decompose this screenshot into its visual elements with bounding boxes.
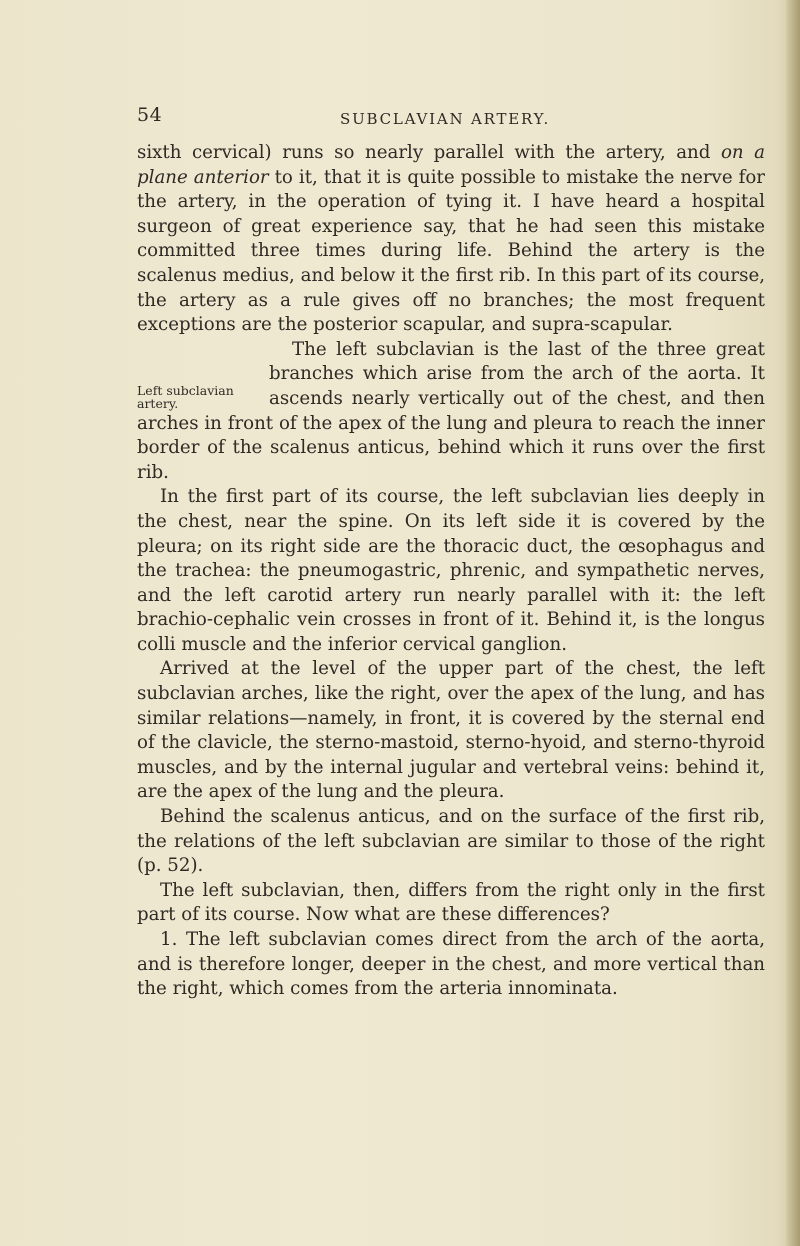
paragraph: [137, 485, 765, 657]
text-run: The left subclavian is the last of the three great branches which arise from the arch of the aorta. It ascends nearly vertically out of the chest, and then arches in front of the apex of the lung and pleura to reach the inner border of the scalenus anticus, behind which it runs over the first rib.: [137, 338, 765, 483]
page-edge: [786, 0, 800, 1246]
text-run: Arrived at the level of the upper part of the chest, the left subclavian arches, like the right, over the apex of the lung, and has similar relations—namely, in front, it is covered by the sternal end of the clavicle, the sterno-mastoid, sterno-hyoid, and sterno-thyroid muscles, and by the internal jugular and vertebral veins: behind it, are the apex of the lung and the pleura.: [137, 658, 765, 803]
text-run: 1. The left subclavian comes direct from the arch of the aorta, and is therefore longer, deeper in the chest, and more vertical than the right, which comes from the arteria innominata.: [137, 929, 765, 1000]
body-text: [137, 141, 765, 1002]
text-run: Behind the scalenus anticus, and on the surface of the first rib, the relations of the left subclavian are similar to those of the right (p. 52).: [137, 806, 765, 877]
paragraph: [137, 805, 765, 879]
running-head: SUBCLAVIAN ARTERY.: [340, 110, 551, 128]
italic-run: on a plane anterior: [137, 142, 765, 188]
page-header: [0, 104, 800, 128]
paragraph: [137, 338, 765, 486]
text-run: sixth cervical) runs so nearly parallel with the artery, and: [137, 142, 721, 163]
text-run: to it, that it is quite possible to mistake the nerve for the artery, in the operation of tying it. I have heard a hospital surgeon of great experience say, that he had seen this mistake committed three times during life. Behind the artery is the scalenus medius, and below it the first rib. In this part of its course, the artery as a rule gives off no branches; the most frequent exceptions are the posterior scapular, and supra-scapular.: [137, 166, 765, 336]
paragraph: [137, 657, 765, 805]
text-run: The left subclavian, then, differs from the right only in the first part of its course. Now what are these differences?: [137, 879, 765, 926]
paragraph: [137, 928, 765, 1002]
margin-note: Left subclavian artery.: [137, 383, 234, 411]
text-run: In the first part of its course, the left subclavian lies deeply in the chest, near the spine. On its left side it is covered by the pleura; on its right side are the thoracic duct, the œsophagus and the trachea: the pneumogastric, phrenic, and sympathetic nerves, and the left carotid artery run nearly parallel with it: the left brachio-cephalic vein crosses in front of it. Behind it, is the longus colli muscle and the inferior cervical ganglion.: [137, 486, 765, 655]
paragraph: [137, 141, 765, 338]
page-number: 54: [137, 104, 163, 126]
paragraph: [137, 879, 765, 928]
